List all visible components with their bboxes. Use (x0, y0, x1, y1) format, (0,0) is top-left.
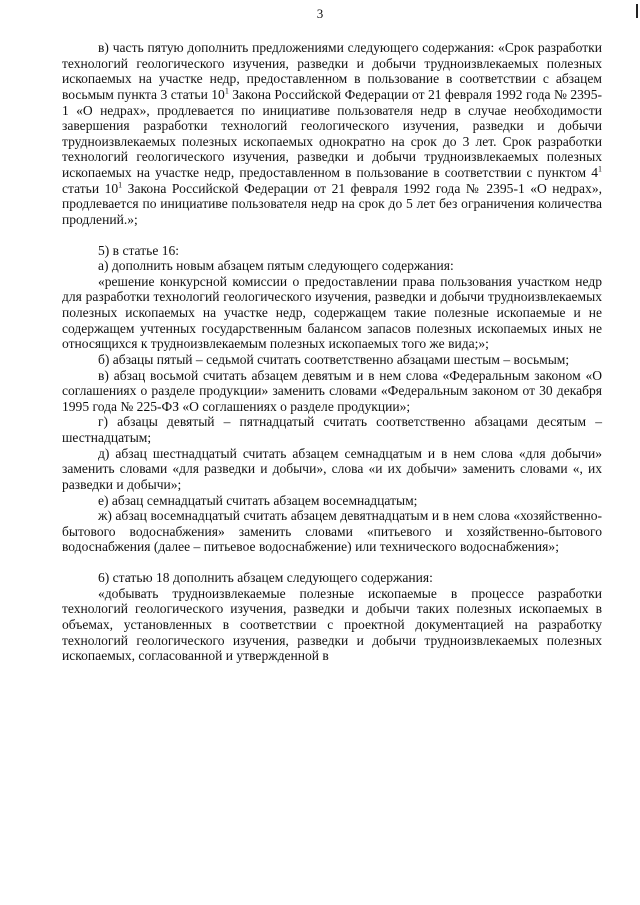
paragraph-item-6: 6) статью 18 дополнить абзацем следующего содержания: (98, 570, 433, 585)
superscript: 1 (598, 164, 602, 174)
paragraph-item-5b: б) абзацы пятый – седьмой считать соответственно абзацами шестым – восьмым; (98, 351, 570, 367)
paragraph-quote-decision: «решение конкурсной комиссии о предоставлении права пользования участком недр для разработки технологий геологического изучения, разведки и добычи трудноизвлекаемых полезных ископаемых на участке недр, содержащем такие полезные ископаемые и не содержащем учтенных государственным балансом запасов полезных ископаемых иных не относящихся к трудноизвлекаемым полезных ископаемых того же вида;»; (62, 273, 602, 352)
superscript: 1 (118, 180, 123, 190)
document-body (62, 40, 602, 664)
paragraph-item-5g: г) абзацы девятый – пятнадцатый считать соответственно абзацами десятым – шестнадцатым; (62, 414, 602, 445)
paragraph-quote-extract: «добывать трудноизвлекаемые полезные ископаемые в процессе разработки технологий геологического изучения, разведки и добычи таких полезных ископаемых в объемах, установленных в соответствии с проектной документацией на разработку технологий геологического изучения, разведки и добычи трудноизвлекаемых полезных ископаемых, согласованной и утвержденной в (62, 585, 602, 664)
paragraph-item-5v: в) абзац восьмой считать абзацем девятым и в нем слова «Федеральным законом «О соглашениях о разделе продукции» заменить словами «Федеральным законом от 30 декабря 1995 года № 225-ФЗ «О соглашениях о разделе продукции»; (62, 367, 602, 414)
superscript: 1 (224, 86, 229, 96)
page-number: 3 (316, 6, 324, 21)
paragraph-item-5: 5) в статье 16: (98, 242, 180, 258)
paragraph-5v: в) часть пятую дополнить предложениями следующего содержания: «Срок разработки технологий геологического изучения, разведки и добычи трудноизвлекаемых полезных ископаемых на участке недр, предоставленном в пользование в соответствии с абзацем восьмым пункта 3 статьи $10^1$ Закона Российской Федерации от 21 февраля 1992 года № 2395-1 «О недрах», продлевается по инициативе пользователя недр в случае необходимости завершения разработки технологий геологического изучения, разведки и добычи трудноизвлекаемых полезных ископаемых однократно на срок до 3 лет. Срок разработки технологий геологического изучения, разведки и добычи трудноизвлекаемых полезных ископаемых на участке недр, предоставленном в пользование в соответствии с пунктом $4^1$ статьи $10^1$ Закона Российской Федерации от 21 февраля 1992 года № 2395-1 «О недрах», продлевается по инициативе пользователя недр на срок до 5 лет без ограничения количества продлений.»; (62, 40, 602, 227)
paragraph-item-5e: е) абзац семнадцатый считать абзацем восемнадцатым; (98, 492, 418, 508)
paragraph-item-5zh: ж) абзац восемнадцатый считать абзацем девятнадцатым и в нем слова «хозяйственно-бытового водоснабжения» заменить словами «питьевого и хозяйственно-бытового водоснабжения (далее – питьевое водоснабжение) или технического водоснабжения»; (62, 508, 602, 555)
paragraph-item-5d: д) абзац шестнадцатый считать абзацем семнадцатым и в нем слова «для добычи» заменить словами «для разведки и добычи», слова «и их добычи» заменить словами «, их разведки и добычи»; (62, 445, 602, 492)
paragraph-item-5a: а) дополнить новым абзацем пятым следующего содержания: (98, 258, 454, 274)
